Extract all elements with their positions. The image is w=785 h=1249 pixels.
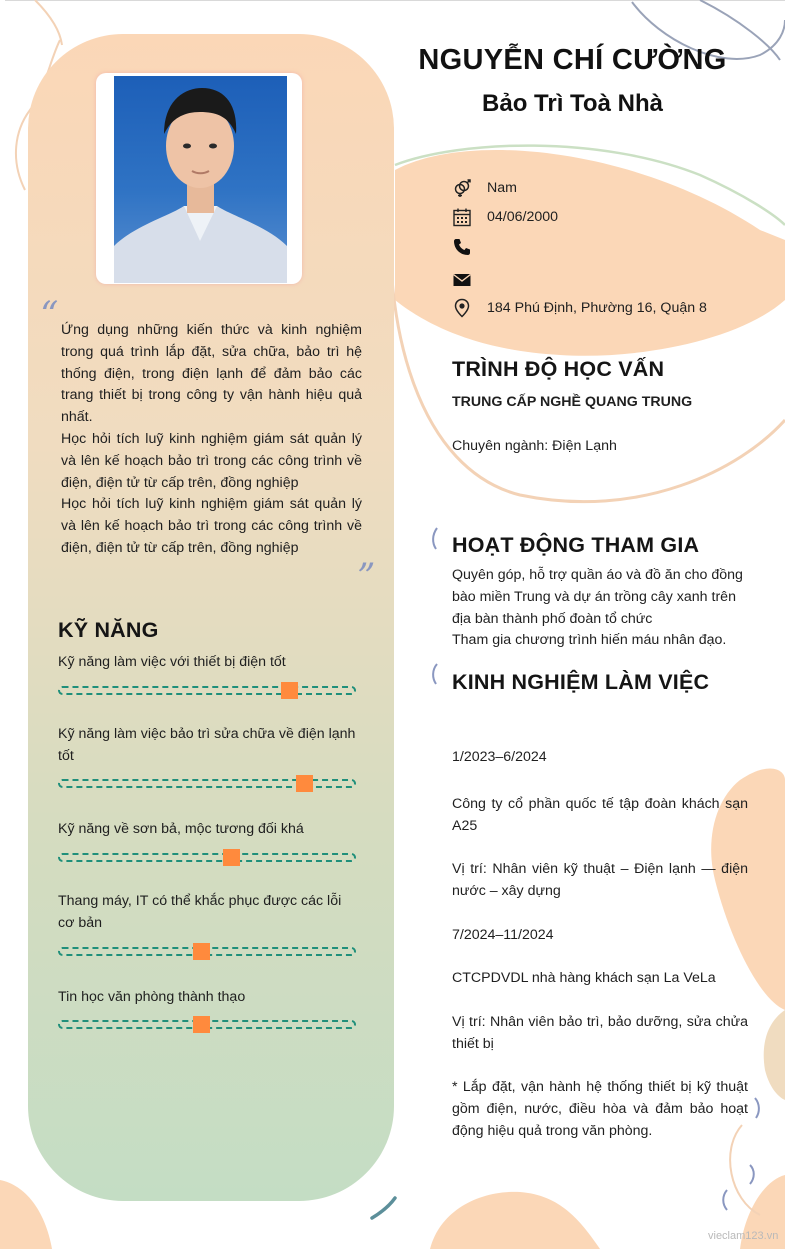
objective-paragraph: Học hỏi tích luỹ kinh nghiệm giám sát quản lý và lên kế hoạch bảo trì trong các công trình về điện, điện tử từ cấp trên, đồng nghiệp <box>61 496 362 556</box>
profile-photo-frame <box>96 73 302 284</box>
skill-bar <box>58 779 356 788</box>
phone-icon <box>452 237 472 257</box>
gender-text: Nam <box>487 180 517 196</box>
skill-bar <box>58 1020 356 1029</box>
career-objective <box>61 320 362 560</box>
skill-level-marker <box>193 1016 210 1033</box>
education-major: Chuyên ngành: Điện Lạnh <box>452 438 617 454</box>
job-title: Bảo Trì Toà Nhà <box>482 90 663 117</box>
skill-level-marker <box>223 849 240 866</box>
skill-label: Kỹ năng về sơn bả, mộc tương đối khá <box>58 821 304 837</box>
person-silhouette-icon <box>114 76 287 283</box>
experience-title: KINH NGHIỆM LÀM VIỆC <box>452 670 710 694</box>
activities-title: HOẠT ĐỘNG THAM GIA <box>452 533 700 557</box>
quote-open-icon: “ <box>40 295 59 336</box>
skill-label: Kỹ năng làm việc bảo trì sửa chữa về điện lạnh tốt <box>58 726 356 764</box>
quote-close-icon: ” <box>357 557 376 598</box>
experience-company: CTCPDVDL nhà hàng khách sạn La VeLa <box>452 970 716 986</box>
skill-bar <box>58 686 356 695</box>
objective-paragraph: Ứng dụng những kiến thức và kinh nghiệm trong quá trình lắp đặt, sửa chữa, bảo trì hệ thống điện, trong điện lạnh để đảm bảo các trang thiết bị trong công ty vận hành hiệu quả nhất. <box>61 322 362 426</box>
skill-bar <box>58 947 356 956</box>
envelope-icon <box>452 270 472 290</box>
skill-label: Tin học văn phòng thành thạo <box>58 989 246 1005</box>
experience-position: Vị trí: Nhân viên bảo trì, bảo dưỡng, sửa chửa thiết bị <box>452 1014 748 1052</box>
activities-list <box>452 565 748 652</box>
watermark: vieclam123.vn <box>708 1230 779 1242</box>
gender-icon <box>452 178 472 198</box>
experience-period: 1/2023–6/2024 <box>452 749 547 765</box>
address-text: 184 Phú Định, Phường 16, Quận 8 <box>487 300 707 316</box>
skills-title: KỸ NĂNG <box>58 618 159 642</box>
school-name: TRUNG CẤP NGHỀ QUANG TRUNG <box>452 394 693 410</box>
skill-bar <box>58 853 356 862</box>
activity-item: Quyên góp, hỗ trợ quần áo và đồ ăn cho đồng bào miền Trung và dự án trồng cây xanh trên địa bàn thành phố đoàn tổ chức <box>452 567 743 627</box>
experience-company: Công ty cổ phần quốc tế tập đoàn khách sạn A25 <box>452 796 748 834</box>
skill-level-marker <box>281 682 298 699</box>
profile-photo <box>114 76 287 283</box>
skill-label: Kỹ năng làm việc với thiết bị điện tốt <box>58 654 286 670</box>
location-pin-icon <box>452 298 472 318</box>
education-title: TRÌNH ĐỘ HỌC VẤN <box>452 357 665 381</box>
calendar-icon <box>452 207 472 227</box>
skill-level-marker <box>296 775 313 792</box>
experience-duty: * Lắp đặt, vận hành hệ thống thiết bị kỹ thuật gồm điện, nước, điều hòa và đảm bảo hoạt động hiệu quả trong văn phòng. <box>452 1079 748 1139</box>
objective-paragraph: Học hỏi tích luỹ kinh nghiệm giám sát quản lý và lên kế hoạch bảo trì trong các công trình về điện, điện tử từ cấp trên, đồng nghiệp <box>61 430 362 491</box>
skill-label: Thang máy, IT có thể khắc phục được các lỗi cơ bản <box>58 893 342 931</box>
birthday-text: 04/06/2000 <box>487 209 559 225</box>
experience-position: Vị trí: Nhân viên kỹ thuật – Điện lạnh — điện nước – xây dựng <box>452 861 748 899</box>
experience-period: 7/2024–11/2024 <box>452 927 554 943</box>
activity-item: Tham gia chương trình hiến máu nhân đạo. <box>452 632 727 649</box>
skill-level-marker <box>193 943 210 960</box>
candidate-name: NGUYỄN CHÍ CƯỜNG <box>418 44 727 76</box>
